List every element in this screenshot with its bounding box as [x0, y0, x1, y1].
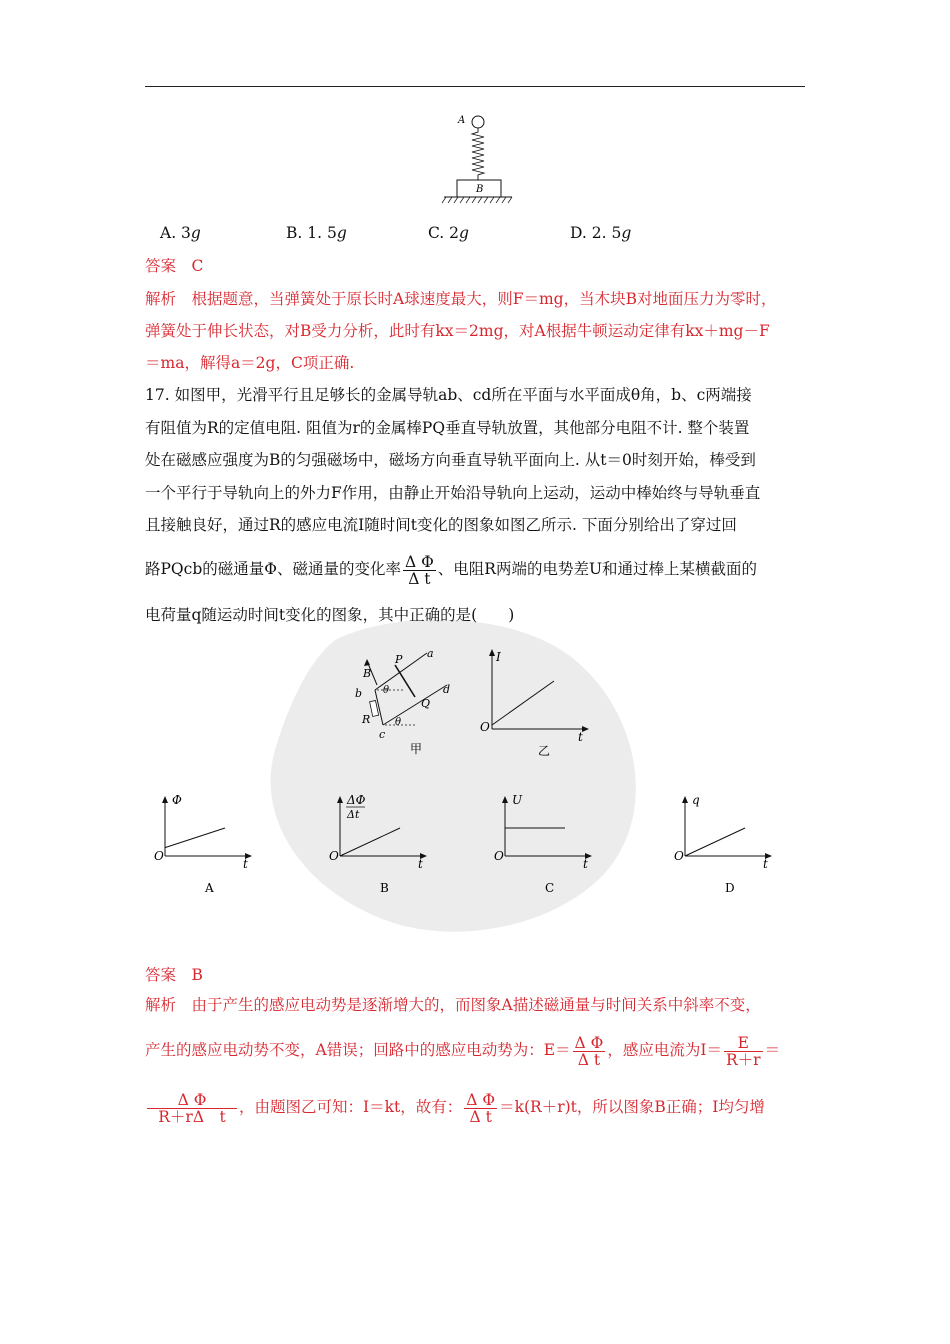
option-d: D. 2. 5g	[570, 224, 632, 242]
graph-xlabel: t	[418, 857, 423, 871]
label-d-rail: d	[443, 683, 451, 696]
yi-xlabel: t	[578, 730, 583, 744]
label-b-rail: b	[355, 687, 363, 700]
label-a-rail: a	[427, 647, 434, 660]
graph-caption: B	[380, 881, 389, 895]
graph-origin: O	[154, 849, 164, 863]
analysis-16-line-3: ＝ma，解得a＝2g，C项正确.	[145, 354, 355, 372]
label-B: B	[363, 667, 372, 680]
spring-block-figure	[440, 110, 520, 210]
answer-16: 答案 C	[145, 257, 204, 275]
figure-jia	[355, 645, 465, 755]
analysis-17-line-2: 产生的感应电动势不变，A错误；回路中的感应电动势为：E＝ $\frac{\text{Δ Φ}}{\text{Δ t}}$ ，感应电流为I＝ $\frac{E}{R+r}$ ＝	[145, 1033, 781, 1069]
label-c-rail: c	[379, 728, 386, 741]
analysis-17-line-1: 解析 由于产生的感应电动势是逐渐增大的，而图象A描述磁通量与时间关系中斜率不变，	[145, 996, 761, 1014]
graph-xlabel: t	[583, 857, 588, 871]
option-a: A. 3g	[160, 224, 201, 242]
q17-line-4: 一个平行于导轨向上的外力F作用，由静止开始沿导轨向上运动，运动中棒始终与导轨垂直	[145, 484, 761, 502]
graph-caption: D	[725, 881, 735, 895]
graph-series-line	[340, 828, 400, 856]
option-b: B. 1. 5g	[286, 224, 347, 242]
q17-line-2: 有阻值为R的定值电阻. 阻值为r的金属棒PQ垂直导轨放置，其他部分电阻不计. 整个装置	[145, 419, 750, 437]
q17-line-7: 电荷量q随运动时间t变化的图象，其中正确的是( )	[145, 606, 515, 624]
graph-series-line	[685, 828, 745, 856]
caption-jia: 甲	[410, 742, 423, 755]
flux-rate-fraction: $\frac{\text{Δ Φ}}{\text{Δ t}}$	[404, 552, 434, 588]
label-b: B	[476, 184, 484, 195]
header-rule	[145, 86, 805, 87]
graph-c	[490, 788, 605, 898]
graph-ylabel: U	[512, 793, 523, 807]
q17-line-3: 处在磁感应强度为B的匀强磁场中，磁场方向垂直导轨平面向上. 从t＝0时刻开始，棒受到	[145, 451, 756, 469]
caption-yi: 乙	[538, 744, 551, 758]
graph-b	[325, 788, 440, 898]
graph-ylabel: q	[692, 793, 700, 807]
graph-a	[150, 788, 265, 898]
yi-ylabel: I	[496, 650, 501, 664]
figure-yi	[470, 645, 600, 760]
graph-ylabel: Φ	[172, 793, 182, 807]
graph-d	[670, 788, 785, 898]
analysis-17-line-3: $\frac{\text{Δ Φ}}{\text{R＋rΔ t}}$ ，由题图乙可知：I＝kt，故有： $\frac{\text{Δ Φ}}{\text{Δ t}}$ ＝k(R＋r)t，所以图象B正确；I均匀增	[145, 1090, 765, 1125]
answer-17: 答案 B	[145, 966, 203, 984]
graph-xlabel: t	[243, 857, 248, 871]
q17-line-1: 17. 如图甲，光滑平行且足够长的金属导轨ab、cd所在平面与水平面成θ角，b、c两端接	[145, 386, 752, 404]
graph-caption: C	[545, 881, 555, 895]
graph-series-line	[165, 828, 225, 848]
analysis-16-line-1: 解析 根据题意，当弹簧处于原长时A球速度最大，则F＝mg，当木块B对地面压力为零时，	[145, 290, 777, 308]
graph-xlabel: t	[763, 857, 768, 871]
graph-ylabel: ΔΦ	[347, 793, 366, 807]
graph-origin: O	[674, 849, 684, 863]
yi-series-line	[492, 681, 554, 725]
graph-ylabel-den: Δt	[347, 808, 360, 821]
label-P: P	[395, 653, 403, 666]
q17-line-5: 且接触良好，通过R的感应电流I随时间t变化的图象如图乙所示. 下面分别给出了穿过回	[145, 516, 737, 534]
graph-origin: O	[329, 849, 339, 863]
q17-line-6: 路PQcb的磁通量Φ、磁通量的变化率 $\frac{\text{Δ Φ}}{\text{Δ t}}$ 、电阻R两端的电势差U和通过棒上某横截面的	[145, 552, 758, 588]
label-theta-2: θ	[395, 717, 402, 728]
label-theta-1: θ	[383, 685, 390, 696]
graph-origin: O	[494, 849, 504, 863]
label-a: A	[458, 115, 466, 126]
option-c: C. 2g	[428, 224, 469, 242]
label-R: R	[362, 713, 371, 726]
analysis-16-line-2: 弹簧处于伸长状态，对B受力分析，此时有kx＝2mg，对A根据牛顿运动定律有kx＋mg－F	[145, 322, 770, 340]
label-Q: Q	[421, 697, 431, 710]
graph-caption: A	[205, 881, 214, 895]
yi-origin: O	[480, 720, 490, 734]
